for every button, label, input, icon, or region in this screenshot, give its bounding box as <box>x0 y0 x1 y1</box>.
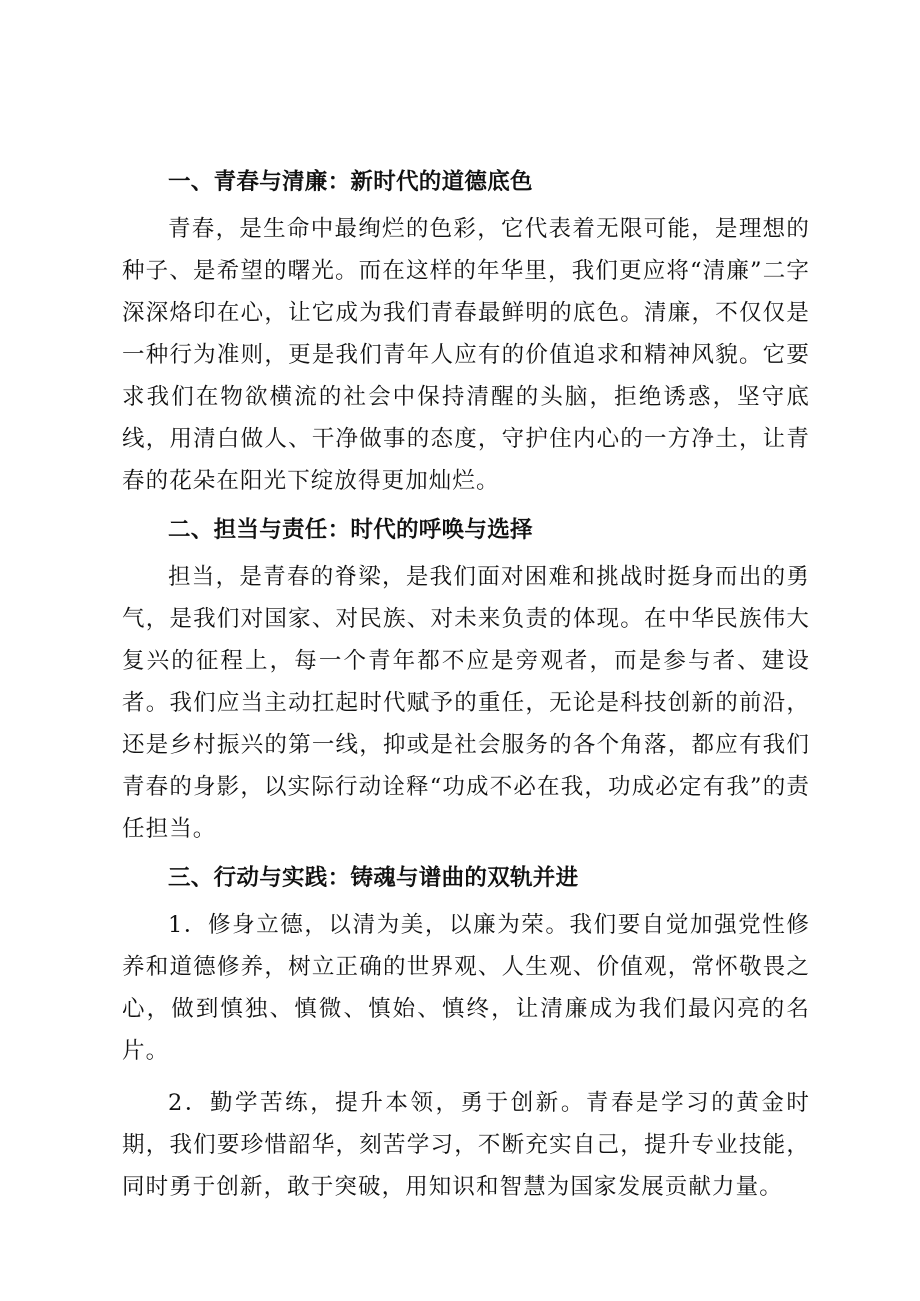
section-paragraph-1: 青春，是生命中最绚烂的色彩，它代表着无限可能，是理想的种子、是希望的曙光。而在这样的年华里，我们更应将“清廉”二字深深烙印在心，让它成为我们青春最鲜明的底色。清廉，不仅仅是一种行为准则，更是我们青年人应有的价值追求和精神风貌。它要求我们在物欲横流的社会中保持清醒的头脑，拒绝诱惑，坚守底线，用清白做人、干净做事的态度，守护住内心的一方净土，让青春的花朵在阳光下绽放得更加灿烂。 <box>122 216 810 494</box>
section-paragraph-2: 担当，是青春的脊梁，是我们面对困难和挑战时挺身而出的勇气，是我们对国家、对民族、对未来负责的体现。在中华民族伟大复兴的征程上，每一个青年都不应是旁观者，而是参与者、建设者。我们应当主动扛起时代赋予的重任，无论是科技创新的前沿，还是乡村振兴的第一线，抑或是社会服务的各个角落，都应有我们青春的身影，以实际行动诠释“功成不必在我，功成必定有我”的责任担当。 <box>122 564 810 842</box>
section-heading-1: 一、青春与清廉：新时代的道德底色 <box>168 169 533 195</box>
document-body <box>122 160 810 1214</box>
section-heading-3: 三、行动与实践：铸魂与谱曲的双轨并进 <box>168 865 579 891</box>
section-heading-2: 二、担当与责任：时代的呼唤与选择 <box>168 517 533 543</box>
list-item-1: 1．修身立德，以清为美，以廉为荣。我们要自觉加强党性修养和道德修养，树立正确的世界观、人生观、价值观，常怀敬畏之心，做到慎独、慎微、慎始、慎终，让清廉成为我们最闪亮的名片。 <box>122 912 810 1064</box>
list-item-2: 2．勤学苦练，提升本领，勇于创新。青春是学习的黄金时期，我们要珍惜韶华，刻苦学习，不断充实自己，提升专业技能，同时勇于创新，敢于突破，用知识和智慧为国家发展贡献力量。 <box>122 1090 810 1200</box>
